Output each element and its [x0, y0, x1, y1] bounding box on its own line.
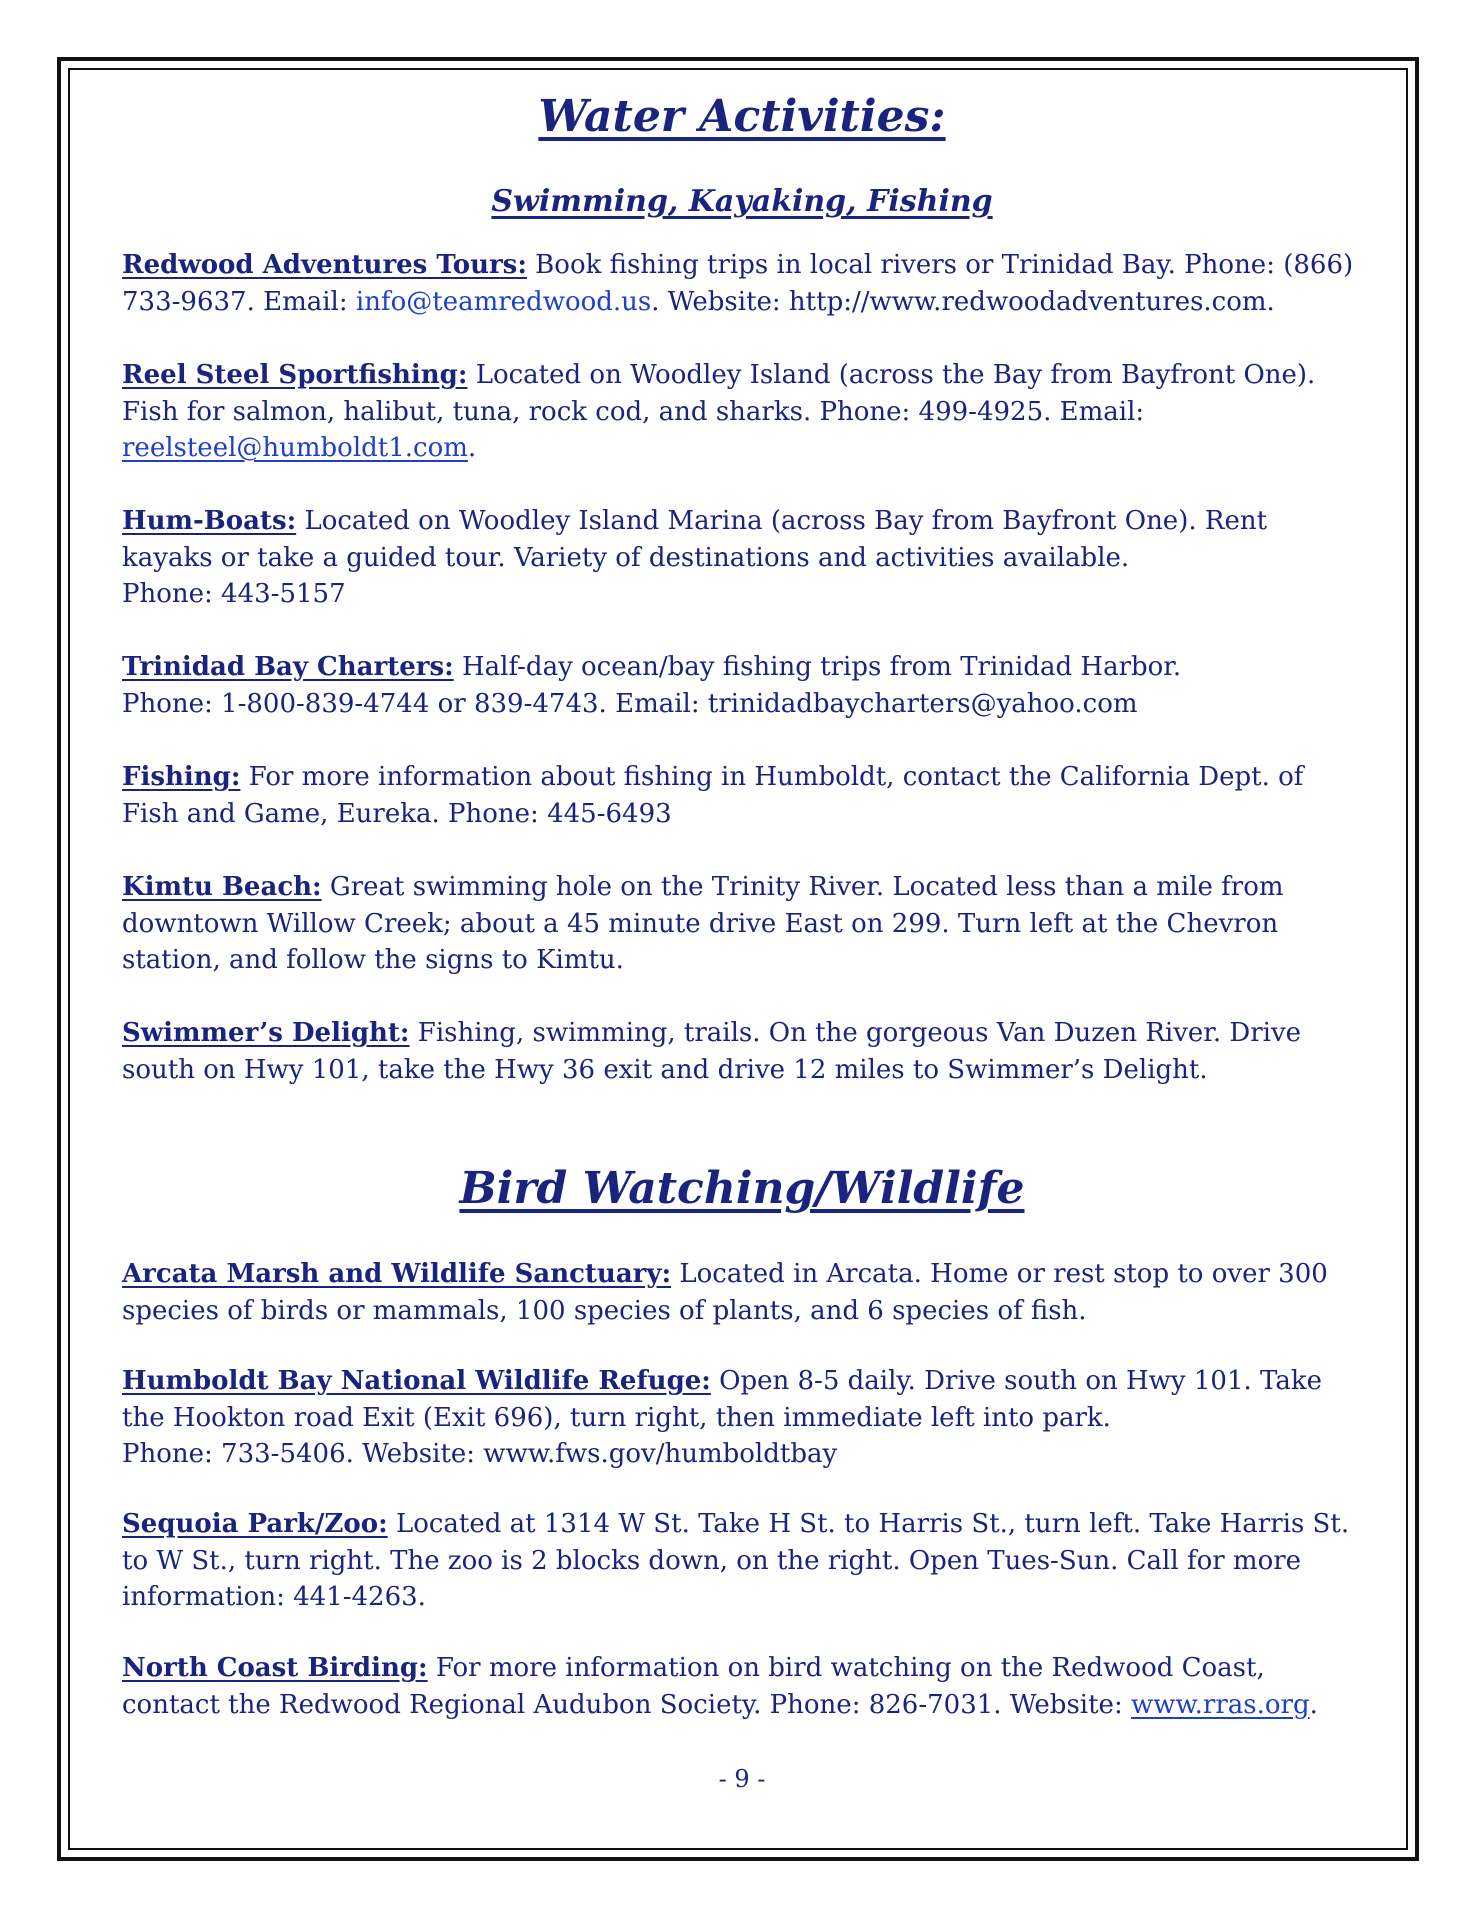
email-link[interactable]: reelsteel@humboldt1.com [122, 433, 468, 463]
website-link[interactable]: www.rras.org [1130, 1689, 1310, 1720]
entry-label: North Coast Birding: [122, 1653, 428, 1683]
entry-label: Arcata Marsh and Wildlife Sanctuary: [122, 1259, 672, 1289]
entry-label: Kimtu Beach: [122, 872, 322, 902]
entry-north-coast-birding: North Coast Birding: For more information on bird watching on the Redwood Coast, contact the Redwood Regional Audubon Society. Phone: 826-7031. Website: www.rras.org. [122, 1653, 1318, 1720]
entry-sequoia-park-zoo: Sequoia Park/Zoo: Located at 1314 W St. Take H St. to Harris St., turn left. Take Harris St. to W St., turn right. The zoo is 2 blocks down, on the right. Open Tues-Sun. Call for more information: 441-4263. [122, 1509, 1350, 1612]
entry-label: Trinidad Bay Charters: [122, 652, 454, 682]
entry-label: Redwood Adventures Tours: [122, 250, 527, 280]
entry-label: Hum-Boats: [122, 506, 297, 536]
entry-kimtu-beach: Kimtu Beach: Great swimming hole on the Trinity River. Located less than a mile from downtown Willow Creek; about a 45 minute drive East on 299. Turn left at the Chevron station, and follow the signs to Kimtu. [122, 872, 1284, 975]
entry-label: Swimmer’s Delight: [122, 1018, 410, 1048]
entry-label: Sequoia Park/Zoo: [122, 1509, 388, 1539]
entry-hum-boats: Hum-Boats: Located on Woodley Island Marina (across Bay from Bayfront One). Rent kayaks or take a guided tour. Variety of destinations and activities available. Phone: 443-5157 [122, 506, 1268, 609]
entry-arcata-marsh: Arcata Marsh and Wildlife Sanctuary: Located in Arcata. Home or rest stop to over 300 species of birds or mammals, 100 species of plants, and 6 species of fish. [122, 1259, 1328, 1326]
entry-trinidad-bay-charters: Trinidad Bay Charters: Half-day ocean/bay fishing trips from Trinidad Harbor. Phone: 1-800-839-4744 or 839-4743. Email: trinidadbaycharters@yahoo.com [122, 652, 1182, 719]
entry-label: Fishing: [122, 762, 241, 792]
bird-watching-heading: Bird Watching/Wildlife [459, 1163, 1025, 1214]
entry-redwood-adventures: Redwood Adventures Tours: Book fishing trips in local rivers or Trinidad Bay. Phone: (866) 733-9637. Email: info@teamredwood.us. Website: http://www.redwoodadventures.com. [122, 250, 1354, 317]
entry-swimmers-delight: Swimmer’s Delight: Fishing, swimming, trails. On the gorgeous Van Duzen River. Drive south on Hwy 101, take the Hwy 36 exit and drive 12 miles to Swimmer’s Delight. [122, 1018, 1302, 1085]
entry-label: Humboldt Bay National Wildlife Refuge: [122, 1366, 711, 1396]
email-link[interactable]: info@teamredwood.us [355, 286, 652, 317]
entry-fishing: Fishing: For more information about fishing in Humboldt, contact the California Dept. of Fish and Game, Eureka. Phone: 445-6493 [122, 762, 1304, 829]
entry-label: Reel Steel Sportfishing: [122, 360, 468, 390]
entry-humboldt-bay-refuge: Humboldt Bay National Wildlife Refuge: Open 8-5 daily. Drive south on Hwy 101. Take the Hookton road Exit (Exit 696), turn right, then immediate left into park. Phone: 733-5406. Website: www.fws.gov/humboldtbay [122, 1366, 1322, 1469]
entry-reel-steel: Reel Steel Sportfishing: Located on Woodley Island (across the Bay from Bayfront One). Fish for salmon, halibut, tuna, rock cod, and sharks. Phone: 499-4925. Email: reelsteel@humboldt1.com. [122, 360, 1316, 463]
water-activities-subheading: Swimming, Kayaking, Fishing [491, 184, 993, 219]
water-activities-heading: Water Activities: [538, 91, 946, 142]
page-number: - 9 - [718, 1765, 766, 1793]
